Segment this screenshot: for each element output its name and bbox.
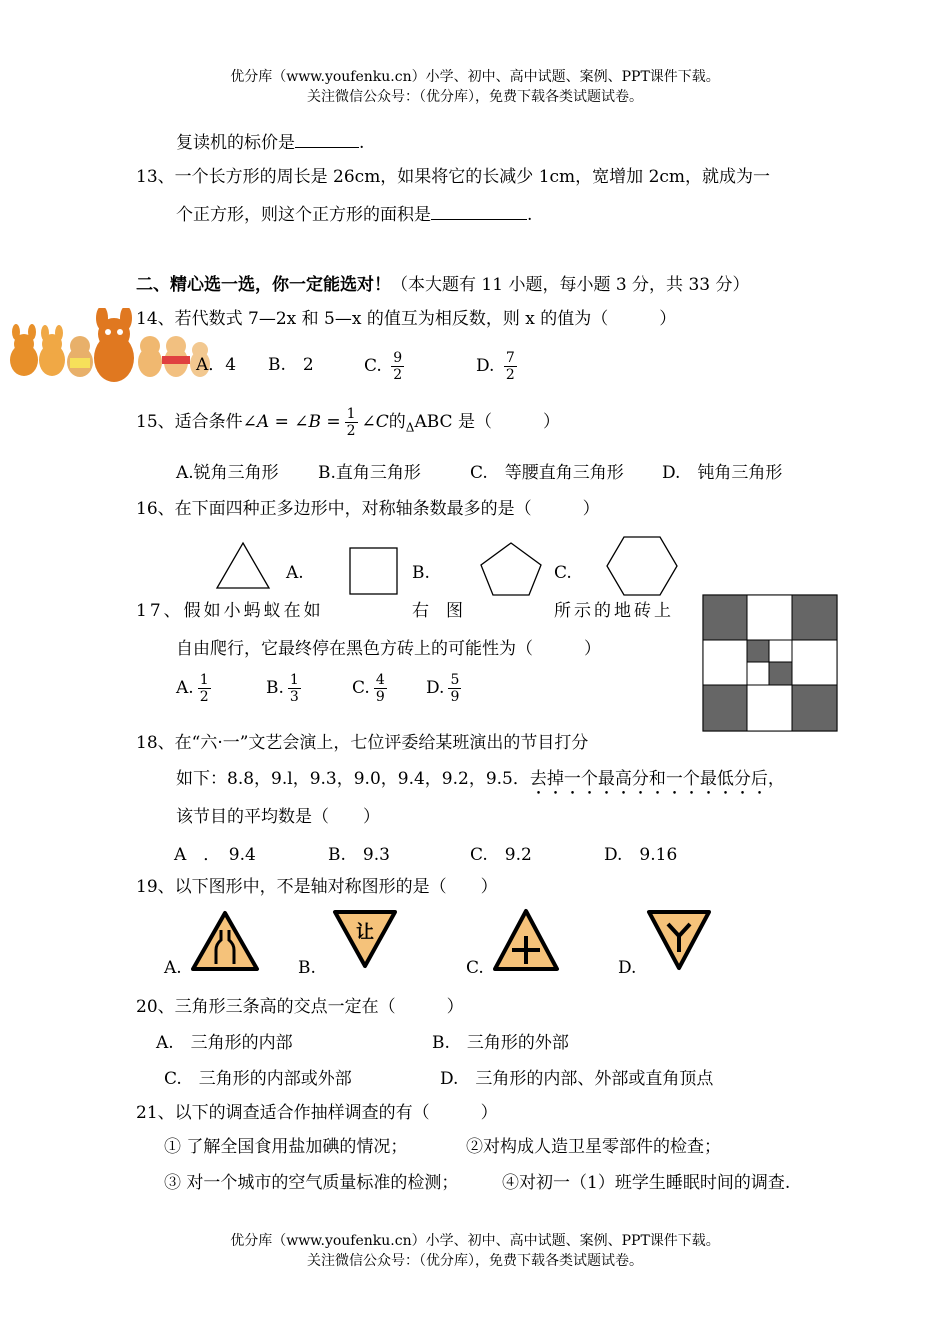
header-line-2: 关注微信公众号：（优分库），免费下载各类试题试卷。 — [307, 89, 643, 105]
q18-option-b: B. 9.3 — [328, 845, 390, 865]
q17-line-1a: 17、假如小蚂蚁在如 — [136, 601, 324, 621]
q19-stem: 19、以下图形中，不是轴对称图形的是（ ） — [136, 877, 498, 897]
q17-line-2: 自由爬行，它最终停在黑色方砖上的可能性为（ ） — [176, 639, 601, 659]
q15-stem: 15、适合条件∠A = ∠B = $\frac{1}{2}$ ∠C的$_\Delta$ABC 是（ ） — [136, 406, 560, 439]
yield-sign-icon — [332, 908, 398, 970]
floor-tile-figure — [702, 594, 838, 732]
q18-line-1: 18、在“六·一”文艺会演上，七位评委给某班演出的节目打分 — [136, 733, 589, 753]
q20-stem: 20、三角形三条高的交点一定在（ ） — [136, 997, 464, 1017]
q21-stem: 21、以下的调查适合作抽样调查的有（ ） — [136, 1103, 498, 1123]
q17-option-b: B. $\frac{1}{3}$ — [266, 672, 299, 705]
q21-item-3: ③ 对一个城市的空气质量标准的检测； — [164, 1173, 459, 1193]
q18-option-a: A ． 9.4 — [174, 845, 256, 865]
q21-item-1: ① 了解全国食用盐加碘的情况； — [164, 1137, 408, 1157]
footer-line-2: 关注微信公众号：（优分库），免费下载各类试题试卷。 — [307, 1253, 643, 1269]
q20-option-c: C. 三角形的内部或外部 — [164, 1069, 352, 1089]
q19-label-d: D. — [618, 958, 637, 978]
q16-label-b: B. — [412, 563, 430, 583]
q18-line-3: 该节目的平均数是（ ） — [176, 807, 380, 827]
q17-option-d: D. $\frac{5}{9}$ — [426, 672, 460, 705]
y-junction-sign-icon — [646, 908, 712, 972]
q15-option-b: B.直角三角形 — [318, 463, 421, 483]
q17-line-1c: 所示的地砖上 — [554, 601, 674, 621]
hexagon-shape — [604, 534, 680, 598]
header-line-1: 优分库（www.youfenku.cn）小学、初中、高中试题、案例、PPT课件下载。 — [230, 69, 720, 85]
q16-label-a: A. — [286, 563, 304, 583]
pentagon-shape — [478, 540, 544, 598]
q20-option-d: D. 三角形的内部、外部或直角顶点 — [440, 1069, 714, 1089]
yield-sign-text: 让 — [356, 922, 374, 943]
q17-option-a: A. $\frac{1}{2}$ — [176, 672, 209, 705]
q20-option-b: B. 三角形的外部 — [432, 1033, 569, 1053]
q12-tail: 复读机的标价是 . — [176, 133, 365, 153]
q16-stem: 16、在下面四种正多边形中，对称轴条数最多的是（ ） — [136, 499, 600, 519]
triangle-shape — [214, 540, 272, 592]
q14-option-c: C. $\frac{9}{2}$ — [364, 350, 403, 383]
q18-option-d: D. 9.16 — [604, 845, 678, 865]
q15-option-d: D. 钝角三角形 — [662, 463, 783, 483]
q14-option-a: A．4 — [196, 355, 237, 375]
mascot-banner — [2, 308, 218, 388]
q15-option-c: C. 等腰直角三角形 — [470, 463, 624, 483]
q18-line-2: 如下：8.8，9.l，9.3，9.0，9.4，9.2，9.5．去掉一个最高分和一个最低分后， — [176, 769, 785, 789]
q13-line-2: 个正方形，则这个正方形的面积是 . — [176, 205, 533, 225]
q14-option-d: D. $\frac{7}{2}$ — [476, 350, 515, 383]
road-narrows-sign-icon — [190, 910, 260, 972]
q13-line-1: 13、一个长方形的周长是 26cm，如果将它的长减少 1cm，宽增加 2cm，就成为一 — [136, 167, 771, 187]
q14-stem: 14、若代数式 7—2x 和 5—x 的值互为相反数，则 x 的值为（ ） — [136, 309, 677, 329]
q16-label-c: C. — [554, 563, 572, 583]
q20-option-a: A. 三角形的内部 — [156, 1033, 293, 1053]
q19-label-c: C. — [466, 958, 484, 978]
square-shape — [348, 546, 400, 596]
crossroad-sign-icon — [492, 908, 560, 972]
q17-option-c: C. $\frac{4}{9}$ — [352, 672, 385, 705]
q14-option-b: B. 2 — [268, 355, 314, 375]
footer-line-1: 优分库（www.youfenku.cn）小学、初中、高中试题、案例、PPT课件下载。 — [230, 1233, 720, 1249]
q17-line-1b: 右 图 — [412, 601, 463, 621]
q18-option-c: C. 9.2 — [470, 845, 532, 865]
q15-option-a: A.锐角三角形 — [176, 463, 279, 483]
q21-item-4: ④对初一（1）班学生睡眠时间的调查. — [502, 1173, 791, 1193]
q19-label-b: B. — [298, 958, 316, 978]
mascot-group-icon — [10, 308, 210, 382]
section-2-title: 二、精心选一选，你一定能选对！（本大题有 11 小题，每小题 3 分，共 33 分） — [136, 275, 750, 295]
q19-label-a: A. — [164, 958, 182, 978]
q21-item-2: ②对构成人造卫星零部件的检查； — [466, 1137, 721, 1157]
